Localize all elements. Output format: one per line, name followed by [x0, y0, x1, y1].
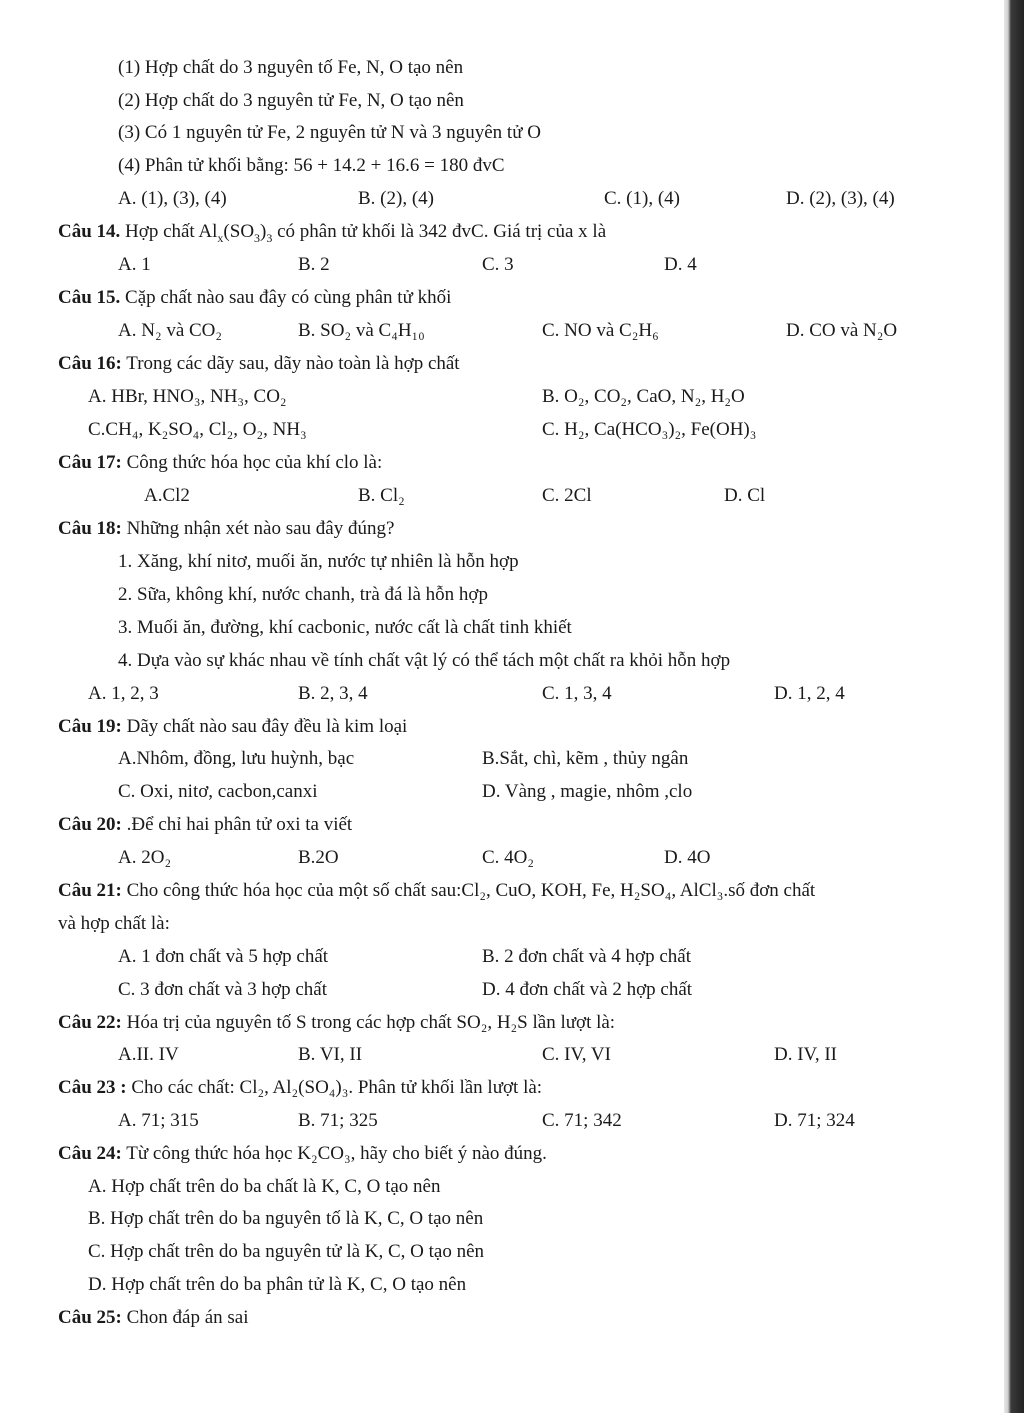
q14-option-a: A. 1: [118, 254, 151, 275]
q13-option-c: C. (1), (4): [604, 188, 680, 209]
q14-text: Hợp chất Al: [125, 221, 218, 242]
q22-option-a: A.II. IV: [118, 1044, 179, 1065]
q23-option-c: C. 71; 342: [542, 1110, 622, 1131]
q19-option-b: B.Sắt, chì, kẽm , thủy ngân: [482, 748, 689, 769]
q23-label: Câu 23 :: [58, 1077, 127, 1098]
q24-option-c: C. Hợp chất trên do ba nguyên tử là K, C, O tạo nên: [88, 1241, 485, 1262]
q13-option-b: B. (2), (4): [358, 188, 434, 209]
q17-text: Công thức hóa học của khí clo là:: [126, 452, 383, 473]
q14-text4: có phân tử khối là 342 đvC. Giá trị của x là: [272, 221, 607, 242]
q13-option-a: A. (1), (3), (4): [118, 188, 227, 209]
q19-label: Câu 19:: [58, 716, 122, 737]
q22-text: Hóa trị của nguyên tố S trong các hợp chất SO₂, H₂S lần lượt là:: [121, 1012, 616, 1033]
q14-option-c: C. 3: [482, 254, 514, 275]
q15-label: Câu 15.: [58, 287, 121, 308]
q22-label: Câu 22:: [58, 1012, 122, 1033]
q15-option-a: A. N₂ và CO₂: [118, 320, 223, 341]
q16-option-c1: C.CH₄, K₂SO₄, Cl₂, O₂, NH₃: [88, 419, 307, 440]
q24-label: Câu 24:: [58, 1143, 122, 1164]
page-edge-shadow: [1004, 0, 1024, 1413]
q18-option-a: A. 1, 2, 3: [88, 683, 159, 704]
q24-text: Từ công thức hóa học K₂CO₃, hãy cho biết ý nào đúng.: [121, 1143, 547, 1164]
q17-option-b: B. Cl₂: [358, 485, 405, 506]
q15-option-d: D. CO và N₂O: [786, 320, 898, 341]
q21-question: [58, 879, 815, 903]
q13-statement-4: (4) Phân tử khối bằng: 56 + 14.2 + 16.6 = 180 đvC: [118, 155, 505, 176]
q18-statement-4: 4. Dựa vào sự khác nhau về tính chất vật lý có thể tách một chất ra khỏi hỗn hợp: [118, 650, 731, 671]
q18-statement-3: 3. Muối ăn, đường, khí cacbonic, nước cất là chất tinh khiết: [118, 617, 572, 638]
q23-option-a: A. 71; 315: [118, 1110, 199, 1131]
q20-option-a: A. 2O₂: [118, 847, 172, 868]
q15-option-b: B. SO₂ và C₄H₁₀: [298, 320, 425, 341]
q16-question: [58, 352, 460, 376]
q14-text3: ): [260, 221, 267, 242]
q22-option-c: C. IV, VI: [542, 1044, 611, 1065]
q18-statement-2: 2. Sữa, không khí, nước chanh, trà đá là hỗn hợp: [118, 584, 488, 605]
q18-question: [58, 517, 394, 541]
q21-option-c: C. 3 đơn chất và 3 hợp chất: [118, 979, 327, 1000]
q16-text: Trong các dãy sau, dãy nào toàn là hợp chất: [121, 353, 460, 374]
q14-text2: (SO: [223, 221, 255, 242]
q20-option-b: B.2O: [298, 847, 339, 868]
q23-question: [58, 1076, 542, 1100]
q19-option-d: D. Vàng , magie, nhôm ,clo: [482, 781, 693, 802]
q20-option-d: D. 4O: [664, 847, 711, 868]
q18-text: Những nhận xét nào sau đây đúng?: [121, 518, 395, 539]
q15-option-c: C. NO và C₂H₆: [542, 320, 659, 341]
q16-option-b: B. O₂, CO₂, CaO, N₂, H₂O: [542, 386, 745, 407]
q17-option-a: A.Cl2: [144, 485, 190, 506]
q20-label: Câu 20:: [58, 814, 122, 835]
q21-question-cont: và hợp chất là:: [58, 913, 170, 934]
q14-question: [58, 220, 606, 250]
q25-label: Câu 25:: [58, 1307, 122, 1328]
q23-option-b: B. 71; 325: [298, 1110, 378, 1131]
q24-option-b: B. Hợp chất trên do ba nguyên tố là K, C, O tạo nên: [88, 1208, 484, 1229]
q21-option-b: B. 2 đơn chất và 4 hợp chất: [482, 946, 691, 967]
q21-label: Câu 21:: [58, 880, 122, 901]
q20-option-c: C. 4O₂: [482, 847, 535, 868]
q19-option-c: C. Oxi, nitơ, cacbon,canxi: [118, 781, 318, 802]
q14-sub-3a: 3: [254, 230, 261, 245]
q14-option-b: B. 2: [298, 254, 330, 275]
q18-statement-1: 1. Xăng, khí nitơ, muối ăn, nước tự nhiên là hỗn hợp: [118, 551, 519, 572]
q24-option-d: D. Hợp chất trên do ba phân tử là K, C, O tạo nên: [88, 1274, 467, 1295]
q20-question: [58, 813, 352, 837]
q17-option-c: C. 2Cl: [542, 485, 592, 506]
q21-text: Cho công thức hóa học của một số chất sau:Cl₂, CuO, KOH, Fe, H₂SO₄, AlCl₃.số đơn chất: [121, 880, 816, 901]
q18-option-b: B. 2, 3, 4: [298, 683, 368, 704]
q16-option-c2: C. H₂, Ca(HCO₃)₂, Fe(OH)₃: [542, 419, 757, 440]
q13-statement-2: (2) Hợp chất do 3 nguyên tử Fe, N, O tạo nên: [118, 90, 464, 111]
q18-option-d: D. 1, 2, 4: [774, 683, 845, 704]
q19-text: Dãy chất nào sau đây đều là kim loại: [126, 716, 408, 737]
q15-question: [58, 286, 451, 310]
q25-text: Chon đáp án sai: [121, 1307, 249, 1328]
q17-option-d: D. Cl: [724, 485, 766, 506]
q23-text: Cho các chất: Cl₂, Al₂(SO₄)₃. Phân tử khối lần lượt là:: [126, 1077, 543, 1098]
q25-question: [58, 1306, 249, 1330]
q14-option-d: D. 4: [664, 254, 697, 275]
q19-option-a: A.Nhôm, đồng, lưu huỳnh, bạc: [118, 748, 355, 769]
q14-sub-x: x: [217, 230, 224, 245]
q14-label: Câu 14.: [58, 221, 121, 242]
q23-option-d: D. 71; 324: [774, 1110, 855, 1131]
q19-question: [58, 715, 407, 739]
q22-option-d: D. IV, II: [774, 1044, 837, 1065]
q13-option-d: D. (2), (3), (4): [786, 188, 895, 209]
q18-label: Câu 18:: [58, 518, 122, 539]
q17-label: Câu 17:: [58, 452, 122, 473]
q22-option-b: B. VI, II: [298, 1044, 363, 1065]
q21-option-d: D. 4 đơn chất và 2 hợp chất: [482, 979, 693, 1000]
q13-statement-3: (3) Có 1 nguyên tử Fe, 2 nguyên tử N và 3 nguyên tử O: [118, 122, 541, 143]
q16-option-a: A. HBr, HNO₃, NH₃, CO₂: [88, 386, 287, 407]
q16-label: Câu 16:: [58, 353, 122, 374]
q14-sub-3b: 3: [266, 230, 273, 245]
q22-question: [58, 1011, 615, 1035]
q15-text: Cặp chất nào sau đây có cùng phân tử khối: [125, 287, 452, 308]
q18-option-c: C. 1, 3, 4: [542, 683, 612, 704]
q24-question: [58, 1142, 547, 1166]
q24-option-a: A. Hợp chất trên do ba chất là K, C, O tạo nên: [88, 1176, 441, 1197]
q13-statement-1: (1) Hợp chất do 3 nguyên tố Fe, N, O tạo nên: [118, 57, 464, 78]
q17-question: [58, 451, 382, 475]
q21-option-a: A. 1 đơn chất và 5 hợp chất: [118, 946, 329, 967]
q20-text: .Để chỉ hai phân tử oxi ta viết: [121, 814, 353, 835]
